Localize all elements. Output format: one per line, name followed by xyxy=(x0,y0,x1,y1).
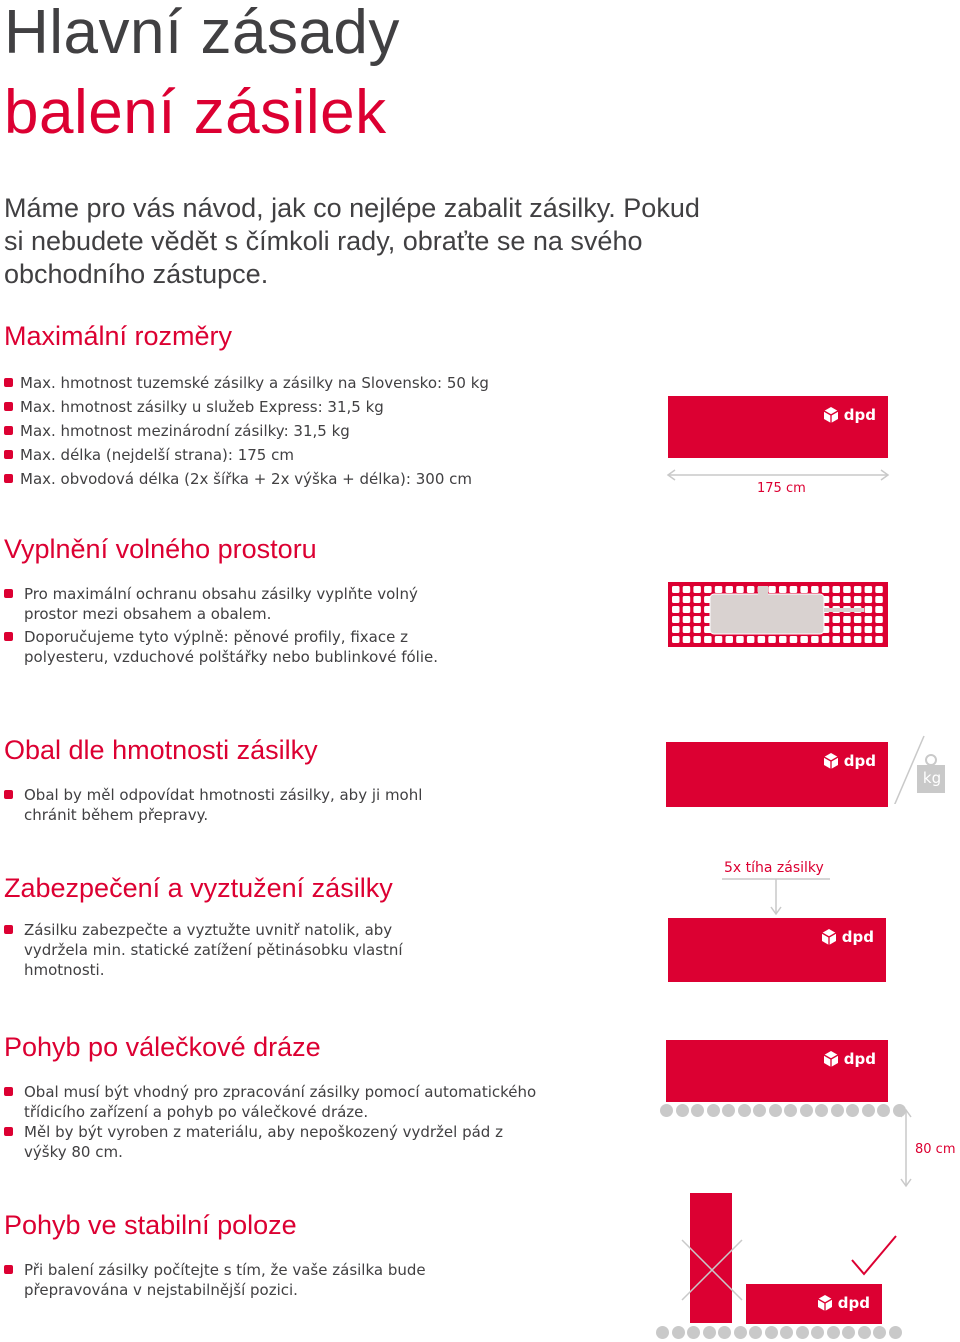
page-title-line1: Hlavní zásady xyxy=(4,0,400,67)
filler-cell xyxy=(683,616,691,623)
parcel-illustration xyxy=(668,396,888,458)
dpd-cube-icon xyxy=(822,406,840,424)
list-item: Doporučujeme tyto výplně: pěnové profily, fixace z polyesteru, vzduchové polštářky nebo bublinkové fólie. xyxy=(4,627,454,667)
filler-cell xyxy=(875,626,883,633)
filler-cell xyxy=(747,636,755,643)
roller xyxy=(780,1326,793,1339)
roller-track xyxy=(656,1326,906,1340)
filler-cell xyxy=(865,586,873,593)
reinforce-list xyxy=(4,920,444,980)
roller xyxy=(827,1326,840,1339)
roller-track xyxy=(660,1104,910,1118)
filler-cell xyxy=(779,586,787,593)
roller xyxy=(769,1104,782,1117)
filler-cell xyxy=(822,586,830,593)
dpd-cube-icon xyxy=(822,1050,840,1068)
dpd-cube-icon xyxy=(822,752,840,770)
dpd-logo: dpd xyxy=(822,406,876,424)
fill-space-list xyxy=(4,584,454,667)
roller-list xyxy=(4,1082,544,1162)
dpd-logo: dpd xyxy=(822,1050,876,1068)
roller xyxy=(889,1326,902,1339)
section-heading-roller: Pohyb po válečkové dráze xyxy=(4,1032,321,1062)
filler-cell xyxy=(672,606,680,613)
filler-cell xyxy=(693,636,701,643)
list-item: Max. délka (nejdelší strana): 175 cm xyxy=(4,443,624,467)
roller xyxy=(842,1326,855,1339)
filler-cell xyxy=(672,636,680,643)
dpd-logo: dpd xyxy=(820,928,874,946)
section-heading-fill-space: Vyplnění volného prostoru xyxy=(4,534,317,564)
filler-cell xyxy=(833,636,841,643)
filler-cell xyxy=(726,586,734,593)
drop-height-label: 80 cm xyxy=(915,1142,956,1157)
roller xyxy=(811,1326,824,1339)
filler-cell xyxy=(875,636,883,643)
list-item: Obal by měl odpovídat hmotnosti zásilky, aby ji mohl chránit během přepravy. xyxy=(4,785,464,825)
dpd-logo: dpd xyxy=(816,1294,870,1312)
intro-text: Máme pro vás návod, jak co nejlépe zabalit zásilky. Pokud si nebudete vědět s čímkoli rady, obraťte se na svého obchodního zástupce. xyxy=(4,193,700,289)
parcel-illustration xyxy=(668,918,886,982)
filler-cell xyxy=(854,636,862,643)
filler-cell xyxy=(736,586,744,593)
roller xyxy=(749,1326,762,1339)
roller xyxy=(753,1104,766,1117)
filler-cell xyxy=(811,636,819,643)
filler-cell xyxy=(811,586,819,593)
filler-cell xyxy=(768,586,776,593)
list-item: Max. hmotnost tuzemské zásilky a zásilky na Slovensko: 50 kg xyxy=(4,371,624,395)
filler-cell xyxy=(672,596,680,603)
length-label: 175 cm xyxy=(757,481,806,496)
section-heading-weight: Obal dle hmotnosti zásilky xyxy=(4,735,318,765)
filler-cell xyxy=(736,636,744,643)
filler-cell xyxy=(854,626,862,633)
filler-cell xyxy=(726,636,734,643)
drop-height-arrow-icon xyxy=(898,1108,914,1188)
filler-cell xyxy=(833,586,841,593)
roller xyxy=(800,1104,813,1117)
filler-cell xyxy=(683,606,691,613)
filler-cell xyxy=(854,616,862,623)
roller xyxy=(718,1326,731,1339)
list-item: Max. obvodová délka (2x šířka + 2x výška + délka): 300 cm xyxy=(4,467,624,491)
filler-cell xyxy=(875,616,883,623)
roller xyxy=(676,1104,689,1117)
filler-cell xyxy=(704,586,712,593)
filler-cell xyxy=(854,596,862,603)
dpd-cube-icon xyxy=(816,1294,834,1312)
filler-cell xyxy=(800,586,808,593)
roller xyxy=(862,1104,875,1117)
section-heading-max-dimensions: Maximální rozměry xyxy=(4,321,233,351)
filler-cell xyxy=(672,616,680,623)
list-item: Při balení zásilky počítejte s tím, že vaše zásilka bude přepravována v nejstabilnější pozici. xyxy=(4,1260,464,1300)
filler-cell xyxy=(843,586,851,593)
roller xyxy=(722,1104,735,1117)
filler-cell xyxy=(800,636,808,643)
roller xyxy=(703,1326,716,1339)
dpd-logo: dpd xyxy=(822,752,876,770)
list-item: Zásilku zabezpečte a vyztužte uvnitř natolik, aby vydržela min. statické zatížení pětinásobku vlastní hmotnosti. xyxy=(4,920,444,980)
filler-cell xyxy=(833,596,841,603)
filler-cell xyxy=(747,586,755,593)
filler-cell xyxy=(875,586,883,593)
filler-cell xyxy=(672,626,680,633)
roller xyxy=(672,1326,685,1339)
list-item: Pro maximální ochranu obsahu zásilky vyplňte volný prostor mezi obsahem a obalem. xyxy=(4,584,454,624)
section-heading-reinforce: Zabezpečení a vyztužení zásilky xyxy=(4,873,393,903)
filler-grid-illustration xyxy=(668,582,888,647)
filler-cell xyxy=(672,586,680,593)
filler-cell xyxy=(865,636,873,643)
roller xyxy=(784,1104,797,1117)
filler-cell xyxy=(875,596,883,603)
roller xyxy=(831,1104,844,1117)
list-item: Max. hmotnost mezinárodní zásilky: 31,5 kg xyxy=(4,419,624,443)
filler-cell xyxy=(822,636,830,643)
list-item: Měl by být vyroben z materiálu, aby nepoškozený vydržel pád z výšky 80 cm. xyxy=(4,1122,544,1162)
wrong-cross-icon xyxy=(680,1238,744,1302)
filler-cell xyxy=(704,636,712,643)
filler-cell xyxy=(854,586,862,593)
filler-cell xyxy=(715,636,723,643)
filler-cell xyxy=(843,616,851,623)
filler-cell xyxy=(875,606,883,613)
filler-cell xyxy=(865,606,873,613)
max-dimensions-list xyxy=(4,371,624,491)
roller xyxy=(656,1326,669,1339)
weight-list xyxy=(4,785,464,825)
weight-icon-label: kg xyxy=(922,769,942,787)
filler-cell xyxy=(865,626,873,633)
roller xyxy=(707,1104,720,1117)
filler-cell xyxy=(790,636,798,643)
roller xyxy=(691,1104,704,1117)
roller xyxy=(877,1104,890,1117)
parcel-illustration xyxy=(666,1040,888,1102)
filler-cell xyxy=(693,626,701,633)
filler-cell xyxy=(843,626,851,633)
filler-cell xyxy=(843,636,851,643)
filler-cell xyxy=(683,596,691,603)
roller xyxy=(858,1326,871,1339)
roller xyxy=(660,1104,673,1117)
load-label: 5x tíha zásilky xyxy=(724,860,824,876)
roller xyxy=(738,1104,751,1117)
filler-cell xyxy=(715,586,723,593)
filler-cell xyxy=(683,586,691,593)
filler-cell xyxy=(833,616,841,623)
dpd-cube-icon xyxy=(820,928,838,946)
roller xyxy=(734,1326,747,1339)
filler-cell xyxy=(683,636,691,643)
page-title-line2: balení zásilek xyxy=(4,78,387,147)
filler-cell xyxy=(683,626,691,633)
roller xyxy=(873,1326,886,1339)
roller xyxy=(765,1326,778,1339)
filler-cell xyxy=(833,626,841,633)
filler-cell xyxy=(693,606,701,613)
length-arrow-icon xyxy=(664,468,892,482)
section-heading-stable: Pohyb ve stabilní poloze xyxy=(4,1210,297,1240)
filler-cell xyxy=(693,596,701,603)
filler-cell xyxy=(790,586,798,593)
filler-cell xyxy=(865,596,873,603)
roller xyxy=(846,1104,859,1117)
parcel-illustration xyxy=(666,742,888,807)
filler-cell xyxy=(865,616,873,623)
list-item: Obal musí být vhodný pro zpracování zásilky pomocí automatického třídicího zařízení a pohyb po válečkové dráze. xyxy=(4,1082,544,1122)
filler-cell xyxy=(768,636,776,643)
filler-cell xyxy=(758,636,766,643)
list-item: Max. hmotnost zásilky u služeb Express: 31,5 kg xyxy=(4,395,624,419)
filler-cell xyxy=(843,596,851,603)
filler-cell xyxy=(693,586,701,593)
stable-parcel xyxy=(746,1284,882,1324)
roller xyxy=(796,1326,809,1339)
stable-list xyxy=(4,1260,464,1300)
load-arrow-icon xyxy=(720,877,832,917)
filler-cell xyxy=(779,636,787,643)
roller xyxy=(815,1104,828,1117)
correct-check-icon xyxy=(850,1234,898,1278)
roller xyxy=(687,1326,700,1339)
filler-cell xyxy=(693,616,701,623)
